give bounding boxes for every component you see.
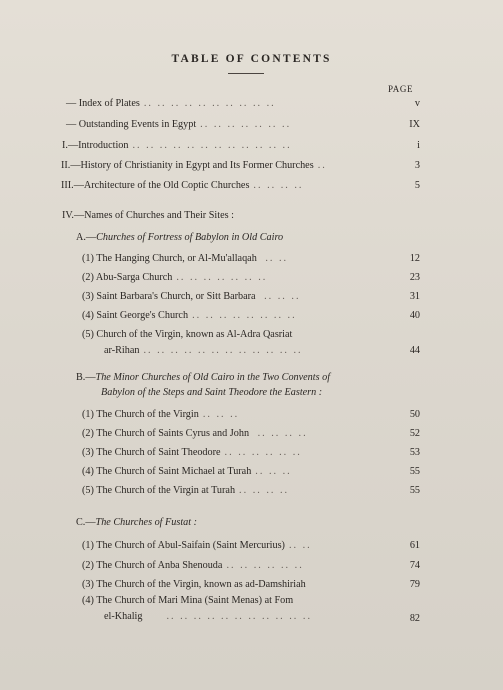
toc-entry-church-of-the-virgin: (1) The Church of the Virgin .. .. ..: [82, 409, 240, 420]
toc-page-number: IX: [409, 119, 420, 130]
page-column-header: PAGE: [388, 84, 414, 94]
toc-entry-mari-mina: (4) The Church of Mari Mina (Saint Menas) at Fom: [82, 595, 294, 606]
toc-page-number: 23: [409, 272, 420, 283]
toc-page-number: 61: [409, 540, 420, 551]
toc-page-number: i: [417, 140, 420, 151]
toc-entry-index-of-plates: — Index of Plates .. .. .. .. .. .. .. .. .. ..: [66, 98, 276, 109]
page-title: TABLE OF CONTENTS: [171, 53, 332, 65]
toc-page-number: 55: [409, 466, 420, 477]
part-iv-heading: IV.—Names of Churches and Their Sites :: [62, 210, 234, 221]
toc-entry-saint-theodore: (3) The Church of Saint Theodore .. .. .. .. .. ..: [82, 447, 302, 458]
toc-entry-church-of-the-virgin-qasriat: (5) Church of the Virgin, known as Al-Adra Qasriat: [82, 329, 293, 340]
toc-page-number: 55: [409, 485, 420, 496]
toc-entry-abul-saifain: (1) The Church of Abul-Saifain (Saint Mercurius) .. ..: [82, 540, 312, 551]
section-b-heading: B.—The Minor Churches of Old Cairo in the Two Convents of: [76, 372, 331, 383]
toc-page-number: 5: [414, 180, 420, 191]
toc-entry-continuation: ar-Rihan .. .. .. .. .. .. .. .. .. .. .. ..: [104, 345, 303, 356]
toc-entry-saint-george: (4) Saint George's Church .. .. .. .. .. .. .. ..: [82, 310, 297, 321]
section-b-heading-line2: Babylon of the Steps and Saint Theodore the Eastern :: [101, 387, 323, 398]
toc-entry-abu-sarga: (2) Abu-Sarga Church .. .. .. .. .. .. ..: [82, 272, 268, 283]
toc-entry-ad-damshiriah: (3) The Church of the Virgin, known as ad-Damshiriah: [82, 579, 306, 590]
toc-entry-saint-barbara: (3) Saint Barbara's Church, or Sitt Barbara .. .. ..: [82, 291, 301, 302]
section-c-heading: C.—The Churches of Fustat :: [76, 517, 198, 528]
toc-entry-introduction: I.—Introduction .. .. .. .. .. .. .. .. .. .. .. ..: [62, 140, 292, 151]
toc-page-number: 53: [409, 447, 420, 458]
toc-page-number: 3: [414, 160, 420, 171]
toc-page-number: 82: [409, 613, 420, 624]
toc-page-number: 12: [409, 253, 420, 264]
toc-page-number: 74: [409, 560, 420, 571]
toc-page-number: 79: [409, 579, 420, 590]
toc-entry-outstanding-events: — Outstanding Events in Egypt .. .. .. .. .. .. ..: [66, 119, 292, 130]
toc-page-number: 52: [409, 428, 420, 439]
toc-entry-continuation: el-Khalig .. .. .. .. .. .. .. .. .. .. ..: [104, 611, 312, 622]
title-rule: [228, 73, 264, 74]
toc-entry-architecture: III.—Architecture of the Old Coptic Churches .. .. .. ..: [61, 180, 304, 191]
toc-page-number: 31: [409, 291, 420, 302]
toc-entry-cyrus-and-john: (2) The Church of Saints Cyrus and John .. .. .. ..: [82, 428, 308, 439]
toc-entry-virgin-at-turah: (5) The Church of the Virgin at Turah .. .. .. ..: [82, 485, 290, 496]
toc-entry-history: II.—History of Christianity in Egypt and Its Former Churches ..: [61, 160, 327, 171]
toc-entry-hanging-church: (1) The Hanging Church, or Al-Mu'allaqah .. ..: [82, 253, 289, 264]
toc-page-number: 44: [409, 345, 420, 356]
toc-page-number: v: [414, 98, 420, 109]
toc-entry-anba-shenouda: (2) The Church of Anba Shenouda .. .. .. .. .. ..: [82, 560, 304, 571]
toc-entry-saint-michael-turah: (4) The Church of Saint Michael at Turah .. .. ..: [82, 466, 292, 477]
toc-page-number: 50: [409, 409, 420, 420]
toc-page-number: 40: [409, 310, 420, 321]
section-a-heading: A.—Churches of Fortress of Babylon in Old Cairo: [76, 232, 284, 243]
